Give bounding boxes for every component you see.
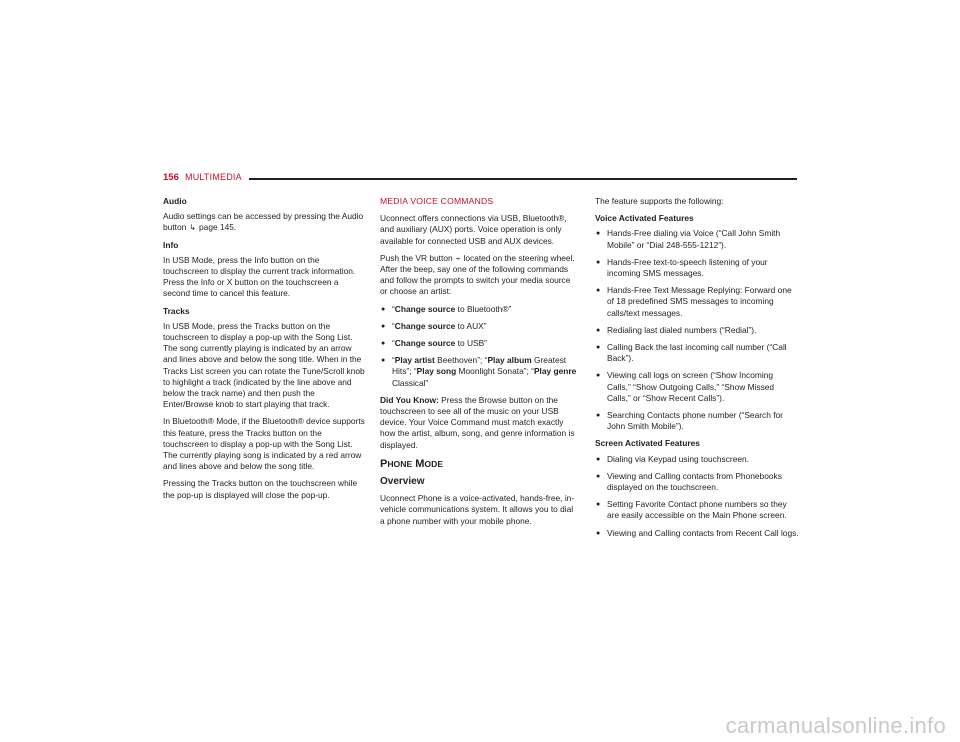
overview-heading: Overview [380, 476, 425, 488]
bullet-icon: ● [596, 455, 601, 463]
quote-open: “ [392, 303, 395, 314]
bullet-icon: ● [381, 340, 386, 348]
bullet-icon: ● [596, 344, 601, 352]
list-item-text: Viewing and Calling contacts from Recent Call logs. [607, 527, 799, 538]
watermark: carmanualsonline.info [725, 713, 946, 738]
quote-open: “ [392, 320, 395, 331]
list-item [595, 528, 799, 539]
bullet-icon: ● [596, 287, 601, 295]
list-item-text: Searching Contacts phone number (“Search for John Smith Mobile”). [607, 410, 783, 432]
bullet-icon: ● [596, 472, 601, 480]
media-voice-commands-heading: MEDIA VOICE COMMANDS [380, 196, 494, 206]
column-left [163, 196, 365, 507]
command-keyword: Play album [487, 355, 532, 366]
audio-heading: Audio [163, 196, 187, 206]
header-rule [249, 178, 797, 180]
did-you-know-paragraph [380, 395, 578, 451]
list-item [595, 410, 799, 432]
list-item-text: Calling Back the last incoming call number (“Call Back”). [607, 342, 787, 364]
command-keyword: Change source [394, 338, 456, 349]
bullet-icon: ● [381, 305, 386, 313]
voice-activated-heading: Voice Activated Features [595, 213, 694, 224]
voice-command-list [380, 304, 578, 389]
list-item [380, 355, 578, 389]
heading-small-caps: HONE [387, 458, 413, 469]
list-item-text: Dialing via Keypad using touchscreen. [607, 453, 749, 464]
screen-features-list [595, 454, 799, 539]
voice-recognition-icon: ⌁ [455, 253, 461, 263]
heading-small-caps: ODE [424, 458, 444, 469]
list-item [595, 370, 799, 404]
info-heading: Info [163, 239, 179, 250]
command-rest: Moonlight Sonata”; “ [456, 366, 534, 377]
vr-paragraph [380, 253, 578, 298]
overview-paragraph: Uconnect Phone is a voice-activated, hands-free, in-vehicle communications system. It allows you to dial a phone number with your mobile phone. [380, 493, 575, 526]
heading-initial: P [380, 457, 388, 470]
media-intro-paragraph: Uconnect offers connections via USB, Bluetooth®, and auxiliary (AUX) ports. Voice operation is only available for connected USB and AUX devices. [380, 213, 567, 246]
bullet-icon: ● [596, 326, 601, 334]
info-paragraph: In USB Mode, press the Info button on the touchscreen to display the current track information. Press the Info or X button on the touchscreen a second time to cancel this feature. [163, 254, 356, 299]
quote-open: “ [392, 355, 395, 366]
command-keyword: Change source [394, 320, 456, 331]
list-item [595, 471, 799, 493]
list-item [380, 321, 578, 332]
page-reference-arrow-icon: ↳ [189, 223, 196, 233]
tracks-paragraph-2: In Bluetooth® Mode, if the Bluetooth® device supports this feature, press the Tracks button on the touchscreen to display a pop-up with the Song List. The currently playing song is indicated by a red arrow and lines above and below the song title. [163, 416, 365, 472]
features-intro: The feature supports the following: [595, 196, 724, 206]
audio-text: Audio settings can be accessed by pressing the Audio button [163, 211, 364, 233]
command-keyword: Change source [394, 303, 456, 314]
list-item [380, 338, 578, 349]
did-you-know-text: Press the Browse button on the touchscreen to see all of the music on your USB device. Your Voice Command must match exactly how the artist, album, song, and genre information is displayed. [380, 394, 575, 450]
section-title: MULTIMEDIA [185, 172, 242, 182]
vr-text-post: located on the steering wheel. After the beep, say one of the following commands and follow the prompts to switch your media source or choose an artist: [380, 252, 575, 297]
list-item [380, 304, 578, 315]
bullet-icon: ● [596, 258, 601, 266]
screen-activated-heading: Screen Activated Features [595, 438, 700, 449]
audio-page-ref[interactable]: page 145. [199, 222, 237, 233]
bullet-icon: ● [596, 230, 601, 238]
list-item-text: Redialing last dialed numbers (“Redial”). [607, 324, 757, 335]
bullet-icon: ● [596, 412, 601, 420]
list-item-text: Hands-Free text-to-speech listening of your incoming SMS messages. [607, 256, 768, 279]
heading-initial: M [412, 457, 425, 470]
command-rest: Classical” [392, 377, 429, 388]
bullet-icon: ● [596, 501, 601, 509]
command-keyword: Play genre [533, 366, 577, 377]
did-you-know-label: Did You Know: [380, 394, 439, 405]
command-rest: to Bluetooth®” [455, 303, 512, 314]
list-item [595, 342, 799, 364]
command-keyword: Play artist [394, 355, 435, 366]
command-rest: to USB” [455, 338, 487, 349]
command-rest: Beethoven”; “ [434, 355, 488, 366]
column-right [595, 196, 799, 545]
list-item [595, 325, 799, 336]
list-item [595, 228, 799, 250]
command-rest: Greatest Hits”; “ [392, 355, 567, 377]
list-item-text: Viewing and Calling contacts from Phonebooks displayed on the touchscreen. [607, 470, 782, 493]
quote-open: “ [392, 338, 395, 349]
tracks-paragraph-3: Pressing the Tracks button on the touchscreen while the pop-up is displayed will close the pop-up. [163, 478, 358, 500]
audio-paragraph [163, 211, 365, 233]
bullet-icon: ● [596, 372, 601, 380]
command-keyword: Play song [416, 366, 457, 377]
list-item [595, 454, 799, 465]
list-item [595, 285, 799, 319]
bullet-icon: ● [596, 529, 601, 537]
vr-text-pre: Push the VR button [380, 252, 453, 263]
phone-mode-heading [380, 459, 578, 470]
command-rest: to AUX” [455, 320, 487, 331]
list-item [595, 257, 799, 279]
bullet-icon: ● [381, 322, 386, 330]
page-number: 156 [163, 172, 179, 183]
list-item-text: Hands-Free dialing via Voice (“Call John Smith Mobile” or “Dial 248-555-1212”). [607, 228, 781, 250]
tracks-heading: Tracks [163, 305, 190, 316]
list-item-text: Setting Favorite Contact phone numbers so they are easily accessible on the Main Phone screen. [607, 499, 787, 521]
tracks-paragraph-1: In USB Mode, press the Tracks button on the touchscreen to display a pop-up with the Song List. The song currently playing is indicated by an arrow and lines above and below the song title. When in the Tracks List screen you can rotate the Tune/Scroll knob to highlight a track (indicated by the line above and below the track name) and then push the Enter/Browse knob to start playing that track. [163, 320, 365, 410]
column-middle [380, 196, 578, 533]
page-header [163, 172, 797, 186]
voice-features-list [595, 228, 799, 432]
list-item-text: Hands-Free Text Message Replying: Forward one of 18 predefined SMS messages to incoming calls/text messages. [607, 285, 792, 318]
list-item [595, 499, 799, 521]
list-item-text: Viewing call logs on screen (“Show Incoming Calls,” “Show Outgoing Calls,” “Show Missed Calls,” or “Show Recent Calls”). [607, 370, 775, 403]
bullet-icon: ● [381, 357, 386, 365]
